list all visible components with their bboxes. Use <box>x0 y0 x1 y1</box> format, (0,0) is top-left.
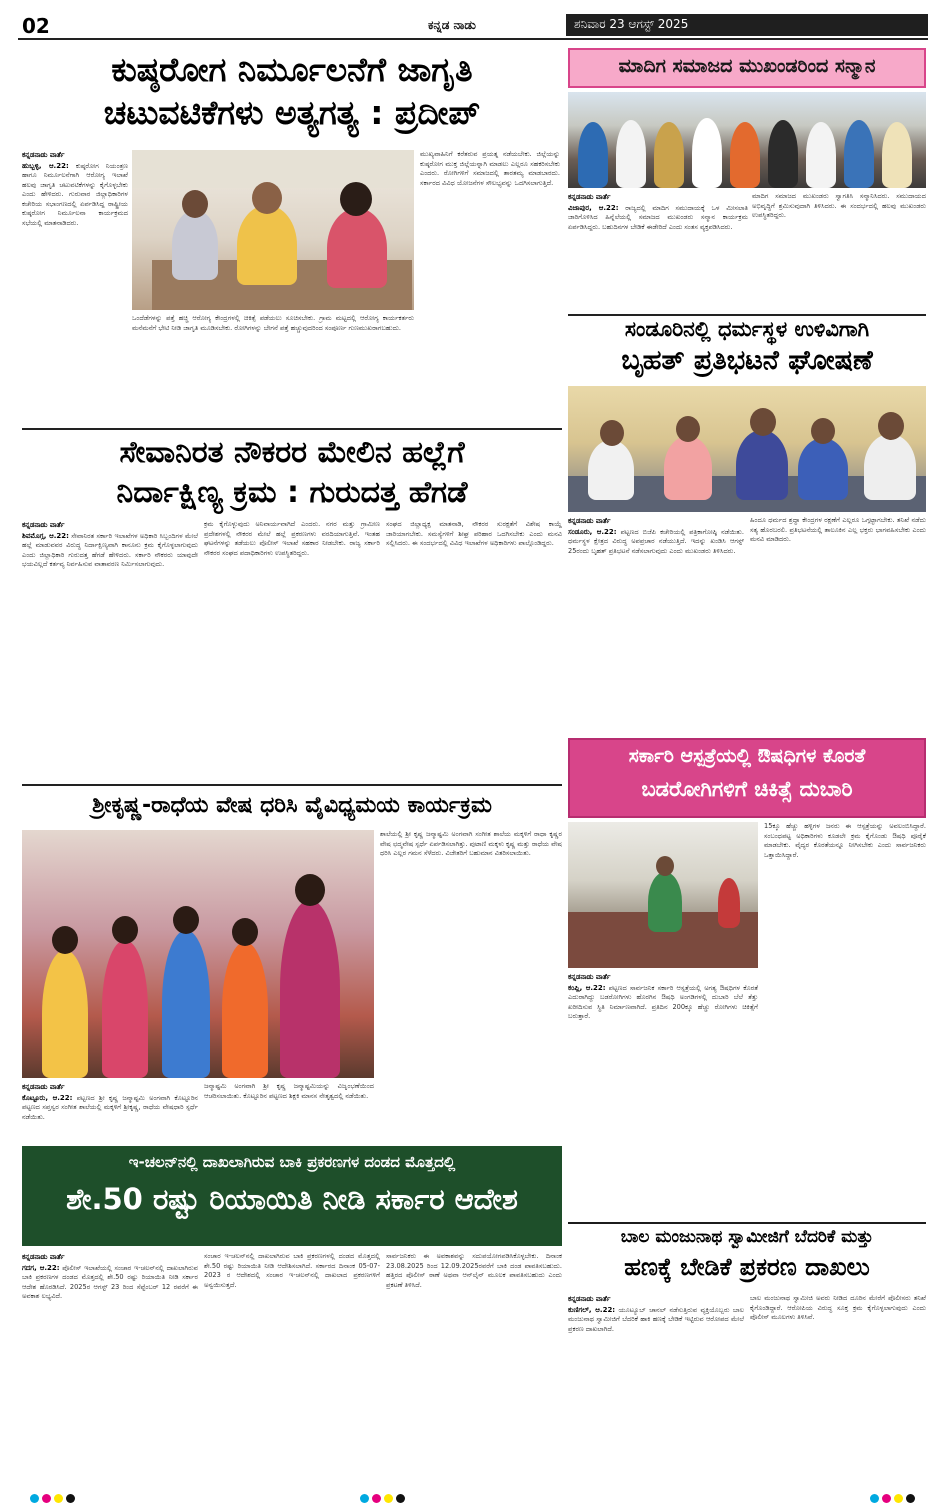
leprosy-place: ಹುಬ್ಬಳ್ಳಿ, ಆ.22: <box>22 161 69 170</box>
pharmacy-headline-1: ಸರ್ಕಾರಿ ಆಸ್ಪತ್ರೆಯಲ್ಲಿ ಔಷಧಿಗಳ ಕೊರತೆ <box>628 745 866 767</box>
madiga-group-photo <box>568 92 926 188</box>
leprosy-headline-1: ಕುಷ್ಠರೋಗ ನಿರ್ಮೂಲನೆಗೆ ಜಾಗೃತಿ <box>111 50 473 89</box>
dharmasthala-text-2: ಹಿಂದೂ ಧರ್ಮದ ಶ್ರದ್ಧಾ ಕೇಂದ್ರಗಳ ರಕ್ಷಣೆಗೆ ಎಲ್ಲರೂ ಒಗ್ಗಟ್ಟಾಗಬೇಕು. ತನಿಖೆ ನಡೆದು ಸತ್ಯ ಹೊರಬರಲಿ. ಪ್ರತಿಭಟನೆಯಲ್ಲಿ ತಾಲೂಕಿನ ಎಲ್ಲ ಭಕ್ತರು ಭಾಗವಹಿಸಬೇಕು ಎಂದು ಮನವಿ ಮಾಡಿದರು. <box>750 516 926 544</box>
dharmasthala-place: ಸಂಡೂರು, ಆ.22: <box>568 527 617 536</box>
employees-headline-1: ಸೇವಾನಿರತ ನೌಕರರ ಮೇಲಿನ ಹಲ್ಲೆಗೆ <box>119 435 465 470</box>
echallan-place: ಗದಗ, ಆ.22: <box>22 1263 60 1272</box>
divider <box>568 314 926 316</box>
pharmacy-text-1: ಪಟ್ಟಣದ ಸಾರ್ವಜನಿಕ ಸರ್ಕಾರಿ ಆಸ್ಪತ್ರೆಯಲ್ಲಿ ಅಗತ್ಯ ಔಷಧಿಗಳ ಕೊರತೆ ಎದುರಾಗಿದ್ದು ಬಡರೋಗಿಗಳು ಹೊರಗಿನ ಔಷಧಿ ಅಂಗಡಿಗಳಲ್ಲಿ ದುಬಾರಿ ಬೆಲೆ ತೆತ್ತು ಖರೀದಿಸುವ ಸ್ಥಿತಿ ನಿರ್ಮಾಣವಾಗಿದೆ. ಪ್ರತಿದಿನ 200ಕ್ಕೂ ಹೆಚ್ಚು ರೋಗಿಗಳು ಚಿಕಿತ್ಸೆಗೆ ಬರುತ್ತಾರೆ. <box>568 983 758 1021</box>
echallan-text-3: ಸಾರ್ವಜನಿಕರು ಈ ಅವಕಾಶವನ್ನು ಸದುಪಯೋಗಪಡಿಸಿಕೊಳ್ಳಬೇಕು. ದಿನಾಂಕ 23.08.2025 ರಿಂದ 12.09.2025ರವರೆಗೆ ಬಾಕಿ ದಂಡ ಪಾವತಿಸಬಹುದು. ಹತ್ತಿರದ ಪೊಲೀಸ್ ಠಾಣೆ ಅಥವಾ ಆನ್‌ಲೈನ್ ಮೂಲಕ ಪಾವತಿಸಬಹುದು ಎಂದು ಪ್ರಕಟಣೆ ತಿಳಿಸಿದೆ. <box>386 1252 562 1289</box>
leprosy-col-right <box>420 150 560 422</box>
echallan-dateline: ಕನ್ನಡನಾಡು ವಾರ್ತೆ <box>22 1253 65 1261</box>
pharmacy-headline-2: ಬಡರೋಗಿಗಳಿಗೆ ಚಿಕಿತ್ಸೆ ದುಬಾರಿ <box>641 777 853 801</box>
madiga-banner: ಮಾದಿಗ ಸಮಾಜದ ಮುಖಂಡರಿಂದ ಸನ್ಮಾನ <box>618 55 876 77</box>
krishna-dateline: ಕನ್ನಡನಾಡು ವಾರ್ತೆ <box>22 1083 65 1091</box>
divider <box>22 784 562 786</box>
dharmasthala-headline-2: ಬೃಹತ್ ಪ್ರತಿಭಟನೆ ಘೋಷಣೆ <box>621 345 873 376</box>
dharmasthala-col-1 <box>568 516 744 732</box>
leprosy-col-left <box>22 150 128 422</box>
employees-col-2 <box>204 520 380 780</box>
madiga-text-1: ರಾಜ್ಯದಲ್ಲಿ ಮಾದಿಗ ಸಮುದಾಯಕ್ಕೆ ಒಳ ಮೀಸಲಾತಿ ಜಾರಿಗೊಳಿಸಿದ ಹಿನ್ನೆಲೆಯಲ್ಲಿ ಸಮಾಜದ ಮುಖಂಡರು ಸನ್ಮಾನ ಕಾರ್ಯಕ್ರಮ ಏರ್ಪಡಿಸಿದ್ದರು. ಬಹುದಿನಗಳ ಬೇಡಿಕೆ ಈಡೇರಿದೆ ಎಂದು ಸಂತಸ ವ್ಯಕ್ತಪಡಿಸಿದರು. <box>568 203 748 231</box>
echallan-text-1: ಪೊಲೀಸ್ ಇಲಾಖೆಯಲ್ಲಿ ಸಂಚಾರ ಇ-ಚಲನ್‌ನಲ್ಲಿ ದಾಖಲಾಗಿರುವ ಬಾಕಿ ಪ್ರಕರಣಗಳ ದಂಡದ ಮೊತ್ತದಲ್ಲಿ ಶೇ.50 ರಷ್ಟು ರಿಯಾಯಿತಿ ನೀಡಿ ಸರ್ಕಾರ ಆದೇಶ ಹೊರಡಿಸಿದೆ. 2025ರ ಆಗಸ್ಟ್ 23 ರಿಂದ ಸೆಪ್ಟೆಂಬರ್ 12 ರವರೆಗೆ ಈ ಅವಕಾಶ ಲಭ್ಯವಿದೆ. <box>22 1263 198 1301</box>
krishna-place: ಕೊಟ್ಟೂರು, ಆ.22: <box>22 1093 73 1102</box>
krishna-text-2: ಜನ್ಮಾಷ್ಟಮಿ ಅಂಗವಾಗಿ ಶ್ರೀ ಕೃಷ್ಣ ಜನ್ಮಾಷ್ಟಮಿಯನ್ನು ವಿಜೃಂಭಣೆಯಿಂದ ಆಚರಿಸಲಾಯಿತು. ಕೊಟ್ಟೂರಿನ ಪಟ್ಟಣದ ಶಿಕ್ಷಕಿ ಮಾನಸ ನೇತೃತ್ವದಲ್ಲಿ ನಡೆಯಿತು. <box>204 1082 374 1100</box>
madiga-col-1 <box>568 192 748 310</box>
krishna-col-bottom-2 <box>204 1082 374 1140</box>
leprosy-text-2: ಒಂದೆಡೆಗಳನ್ನು ಪತ್ತೆ ಹಚ್ಚಿ ಆರೋಗ್ಯ ಕೇಂದ್ರಗಳಲ್ಲಿ ಚಿಕಿತ್ಸೆ ಪಡೆಯಲು ಸೂಚಿಸಬೇಕು. ಗ್ರಾಮ ಮಟ್ಟದಲ್ಲಿ ಆರೋಗ್ಯ ಕಾರ್ಯಕರ್ತರು ಮನೆಮನೆಗೆ ಭೇಟಿ ನೀಡಿ ಜಾಗೃತಿ ಮೂಡಿಸಬೇಕು. ರೋಗಿಗಳನ್ನು ಬೇಗನೆ ಪತ್ತೆ ಹಚ್ಚುವುದರಿಂದ ಸಂಪೂರ್ಣ ಗುಣಮುಖರಾಗಬಹುದು. <box>132 314 414 332</box>
echallan-text-2: ಸಂಚಾರ ಇ-ಚಲನ್‌ನಲ್ಲಿ ದಾಖಲಾಗಿರುವ ಬಾಕಿ ಪ್ರಕರಣಗಳಲ್ಲಿ ದಂಡದ ಮೊತ್ತದಲ್ಲಿ ಶೇ.50 ರಷ್ಟು ರಿಯಾಯಿತಿ ನೀಡಿ ಆದೇಶಿಸಲಾಗಿದೆ. ಸರ್ಕಾರದ ದಿನಾಂಕ 05-07-2023 ರ ಆದೇಶದಲ್ಲಿ ಸಂಚಾರ ಇ-ಚಲನ್‌ನಲ್ಲಿ ದಾಖಲಾದ ಪ್ರಕರಣಗಳಿಗೆ ಅನ್ವಯಿಸುತ್ತದೆ. <box>204 1252 380 1289</box>
employees-col-3 <box>386 520 562 780</box>
leprosy-text-1: ಕುಷ್ಠರೋಗ ನಿಯಂತ್ರಣ ಹಾಗೂ ನಿರ್ಮೂಲನೆಗಾಗಿ ಆರೋಗ್ಯ ಇಲಾಖೆ ಹಲವು ಜಾಗೃತಿ ಚಟುವಟಿಕೆಗಳನ್ನು ಕೈಗೊಳ್ಳಬೇಕು ಎಂದು ಹೇಳಿದರು. ಗುರುವಾರ ಜಿಲ್ಲಾಧಿಕಾರಿಗಳ ಕಚೇರಿಯ ಸಭಾಂಗಣದಲ್ಲಿ ಏರ್ಪಡಿಸಿದ್ದ ರಾಷ್ಟ್ರೀಯ ಕುಷ್ಠರೋಗ ನಿರ್ಮೂಲನಾ ಕಾರ್ಯಕ್ರಮದ ಸಭೆಯಲ್ಲಿ ಮಾತನಾಡಿದರು. <box>22 161 128 227</box>
manjunath-col-1 <box>568 1294 744 1478</box>
manjunath-headline-2: ಹಣಕ್ಕೆ ಬೇಡಿಕೆ ಪ್ರಕರಣ ದಾಖಲು <box>624 1253 870 1281</box>
echallan-col-1 <box>22 1252 198 1478</box>
employees-place: ಶಿವಮೊಗ್ಗ, ಆ.22: <box>22 531 69 540</box>
dharmasthala-col-2 <box>750 516 926 732</box>
pharmacy-hospital-photo <box>568 822 758 968</box>
manjunath-dateline: ಕನ್ನಡನಾಡು ವಾರ್ತೆ <box>568 1295 611 1303</box>
madiga-text-2: ಮಾದಿಗ ಸಮಾಜದ ಮುಖಂಡರು ಸ್ವಾಗತಿಸಿ ಸನ್ಮಾನಿಸಿದರು. ಸಮುದಾಯದ ಅಭಿವೃದ್ಧಿಗೆ ಶ್ರಮಿಸುವುದಾಗಿ ತಿಳಿಸಿದರು. ಈ ಸಂದರ್ಭದಲ್ಲಿ ಹಲವು ಮುಖಂಡರು ಉಪಸ್ಥಿತರಿದ್ದರು. <box>752 192 926 220</box>
leprosy-col-bottom <box>132 314 414 422</box>
leprosy-meeting-photo <box>132 150 414 310</box>
employees-dateline: ಕನ್ನಡನಾಡು ವಾರ್ತೆ <box>22 521 65 529</box>
employees-headline-2: ನಿರ್ದಾಕ್ಷಿಣ್ಯ ಕ್ರಮ : ಗುರುದತ್ತ ಹೆಗಡೆ <box>116 475 468 510</box>
employees-text-3: ಸಂಘದ ಜಿಲ್ಲಾಧ್ಯಕ್ಷ ಮಾತನಾಡಿ, ನೌಕರರ ಸುರಕ್ಷತೆಗೆ ವಿಶೇಷ ಕಾಯ್ದೆ ಜಾರಿಯಾಗಬೇಕು. ಸಮಸ್ಯೆಗಳಿಗೆ ಶೀಘ್ರ ಪರಿಹಾರ ಒದಗಿಸಬೇಕು ಎಂದು ಮನವಿ ಸಲ್ಲಿಸಿದರು. ಈ ಸಂದರ್ಭದಲ್ಲಿ ವಿವಿಧ ಇಲಾಖೆಗಳ ಅಧಿಕಾರಿಗಳು ಪಾಲ್ಗೊಂಡಿದ್ದರು. <box>386 520 562 548</box>
page-header <box>18 14 928 40</box>
manjunath-text-1: ಯೂಟ್ಯೂಬ್ ಚಾನಲ್ ನಡೆಸುತ್ತಿರುವ ವ್ಯಕ್ತಿಯೊಬ್ಬರು ಬಾಲ ಮಂಜುನಾಥ ಸ್ವಾಮೀಜಿಗೆ ಬೆದರಿಕೆ ಹಾಕಿ ಹಣಕ್ಕೆ ಬೇಡಿಕೆ ಇಟ್ಟಿರುವ ಆರೋಪದ ಮೇಲೆ ಪ್ರಕರಣ ದಾಖಲಾಗಿದೆ. <box>568 1305 744 1333</box>
registration-marks-center <box>360 1488 412 1498</box>
page-number: 02 <box>22 14 50 38</box>
pharmacy-dateline: ಕನ್ನಡನಾಡು ವಾರ್ತೆ <box>568 973 611 981</box>
krishna-headline: ಶ್ರೀಕೃಷ್ಣ-ರಾಧೆಯ ವೇಷ ಧರಿಸಿ ವೈವಿಧ್ಯಮಯ ಕಾರ್ಯಕ್ರಮ <box>92 793 492 818</box>
echallan-col-2 <box>204 1252 380 1478</box>
pharmacy-col-2 <box>764 822 926 1216</box>
registration-marks-right <box>870 1488 922 1498</box>
registration-marks-left <box>30 1488 82 1498</box>
pharmacy-col-1 <box>568 972 758 1216</box>
manjunath-headline-1: ಬಾಲ ಮಂಜುನಾಥ ಸ್ವಾಮೀಜಿಗೆ ಬೆದರಿಕೆ ಮತ್ತು <box>620 1227 874 1247</box>
krishna-col-right <box>380 830 562 1078</box>
divider <box>568 1222 926 1224</box>
dharmasthala-headline-1: ಸಂಡೂರಿನಲ್ಲಿ ಧರ್ಮಸ್ಥಳ ಉಳಿವಿಗಾಗಿ <box>624 317 870 341</box>
krishna-text-right: ಶಾಲೆಯಲ್ಲಿ ಶ್ರೀ ಕೃಷ್ಣ ಜನ್ಮಾಷ್ಟಮಿ ಅಂಗವಾಗಿ ಸಂಗೀತ ಶಾಲೆಯ ಮಕ್ಕಳಿಗೆ ರಾಧಾ ಕೃಷ್ಣರ ವೇಷ ಛದ್ಮವೇಷ ಸ್ಪರ್ಧೆ ಏರ್ಪಡಿಸಲಾಗಿತ್ತು. ಪುಟಾಣಿ ಮಕ್ಕಳು ಕೃಷ್ಣ ಮತ್ತು ರಾಧೆಯ ವೇಷ ಧರಿಸಿ ಎಲ್ಲರ ಗಮನ ಸೆಳೆದರು. ವಿಜೇತರಿಗೆ ಬಹುಮಾನ ವಿತರಿಸಲಾಯಿತು. <box>380 830 562 858</box>
pharmacy-place: ಕಂಪ್ಲಿ, ಆ.22: <box>568 983 606 992</box>
madiga-place: ವಿಜಾಪುರ, ಆ.22: <box>568 203 619 212</box>
echallan-headline-1: ಇ-ಚಲನ್‌ನಲ್ಲಿ ದಾಖಲಾಗಿರುವ ಬಾಕಿ ಪ್ರಕರಣಗಳ ದಂಡದ ಮೊತ್ತದಲ್ಲಿ <box>128 1153 456 1171</box>
pharmacy-text-2: 15ಕ್ಕೂ ಹೆಚ್ಚು ಹಳ್ಳಿಗಳ ಜನರು ಈ ಆಸ್ಪತ್ರೆಯನ್ನು ಅವಲಂಬಿಸಿದ್ದಾರೆ. ಸಂಬಂಧಪಟ್ಟ ಅಧಿಕಾರಿಗಳು ಕೂಡಲೇ ಕ್ರಮ ಕೈಗೊಂಡು ಔಷಧಿ ಪೂರೈಕೆ ಮಾಡಬೇಕು. ವೈದ್ಯರ ಕೊರತೆಯನ್ನೂ ನೀಗಿಸಬೇಕು ಎಂದು ಸಾರ್ವಜನಿಕರು ಒತ್ತಾಯಿಸಿದ್ದಾರೆ. <box>764 822 926 859</box>
masthead: ಕನ್ನಡ ನಾಡು <box>428 18 476 32</box>
manjunath-text-2: ಬಾಲ ಮಂಜುನಾಥ ಸ್ವಾಮೀಜಿ ಅವರು ನೀಡಿದ ದೂರಿನ ಮೇರೆಗೆ ಪೊಲೀಸರು ತನಿಖೆ ಕೈಗೊಂಡಿದ್ದಾರೆ. ಆರೋಪಿಯ ವಿರುದ್ಧ ಸೂಕ್ತ ಕ್ರಮ ಕೈಗೊಳ್ಳಲಾಗುವುದು ಎಂದು ಪೊಲೀಸ್ ಮೂಲಗಳು ತಿಳಿಸಿವೆ. <box>750 1294 926 1322</box>
employees-col-1 <box>22 520 198 780</box>
employees-text-1: ಸೇವಾನಿರತ ಸರ್ಕಾರಿ ಇಲಾಖೆಗಳ ಅಧಿಕಾರಿ ಸಿಬ್ಬಂದಿಗಳ ಮೇಲೆ ಹಲ್ಲೆ ಮಾಡುವವರ ವಿರುದ್ಧ ನಿರ್ದಾಕ್ಷಿಣ್ಯವಾಗಿ ಕಾನೂನು ಕ್ರಮ ಕೈಗೊಳ್ಳಲಾಗುವುದು ಎಂದು ಜಿಲ್ಲಾಧಿಕಾರಿ ಗುರುದತ್ತ ಹೆಗಡೆ ಹೇಳಿದರು. ಸರ್ಕಾರಿ ನೌಕರರು ಯಾವುದೇ ಭಯವಿಲ್ಲದೆ ಕರ್ತವ್ಯ ನಿರ್ವಹಿಸುವ ವಾತಾವರಣ ನಿರ್ಮಿಸಲಾಗುವುದು. <box>22 531 198 569</box>
dharmasthala-press-photo <box>568 386 926 512</box>
date-bar: ಶನಿವಾರ 23 ಆಗಸ್ಟ್ 2025 <box>566 14 928 36</box>
manjunath-place: ಕುಣಿಗಲ್, ಆ.22: <box>568 1305 616 1314</box>
echallan-col-3 <box>386 1252 562 1478</box>
manjunath-col-2 <box>750 1294 926 1478</box>
krishna-col-bottom-1 <box>22 1082 198 1140</box>
krishna-kids-photo <box>22 830 374 1078</box>
leprosy-dateline: ಕನ್ನಡನಾಡು ವಾರ್ತೆ <box>22 151 65 159</box>
dharmasthala-text-1: ಪಟ್ಟಣದ ಬಿಜೆಪಿ ಕಚೇರಿಯಲ್ಲಿ ಪತ್ರಿಕಾಗೋಷ್ಠಿ ನಡೆಯಿತು. ಧರ್ಮಸ್ಥಳ ಕ್ಷೇತ್ರದ ವಿರುದ್ಧ ಅಪಪ್ರಚಾರ ನಡೆಯುತ್ತಿದೆ. ಇದನ್ನು ಖಂಡಿಸಿ ಆಗಸ್ಟ್ 25ರಂದು ಬೃಹತ್ ಪ್ರತಿಭಟನೆ ನಡೆಸಲಾಗುವುದು ಎಂದು ಮುಖಂಡರು ತಿಳಿಸಿದರು. <box>568 527 744 555</box>
dharmasthala-dateline: ಕನ್ನಡನಾಡು ವಾರ್ತೆ <box>568 517 611 525</box>
madiga-dateline: ಕನ್ನಡನಾಡು ವಾರ್ತೆ <box>568 193 611 201</box>
employees-text-2: ಕ್ರಮ ಕೈಗೊಳ್ಳುವುದು ಅನಿವಾರ್ಯವಾಗಿದೆ ಎಂದರು. ನಗರ ಮತ್ತು ಗ್ರಾಮೀಣ ಪ್ರದೇಶಗಳಲ್ಲಿ ನೌಕರರ ಮೇಲೆ ಹಲ್ಲೆ ಪ್ರಕರಣಗಳು ವರದಿಯಾಗುತ್ತಿವೆ. ಇಂತಹ ಘಟನೆಗಳನ್ನು ತಡೆಯಲು ಪೊಲೀಸ್ ಇಲಾಖೆ ಸಹಕಾರ ನೀಡಬೇಕು. ರಾಜ್ಯ ಸರ್ಕಾರಿ ನೌಕರರ ಸಂಘದ ಪದಾಧಿಕಾರಿಗಳು ಉಪಸ್ಥಿತರಿದ್ದರು. <box>204 520 380 557</box>
echallan-headline-2: ಶೇ.50 ರಷ್ಟು ರಿಯಾಯಿತಿ ನೀಡಿ ಸರ್ಕಾರ ಆದೇಶ <box>66 1182 518 1216</box>
divider <box>22 428 562 430</box>
leprosy-text-3: ಮುಖ್ಯವಾಹಿನಿಗೆ ಕರೆತರುವ ಪ್ರಯತ್ನ ನಡೆಯಬೇಕು. ಜಿಲ್ಲೆಯನ್ನು ಕುಷ್ಠರೋಗ ಮುಕ್ತ ಜಿಲ್ಲೆಯನ್ನಾಗಿ ಮಾಡಲು ಎಲ್ಲರೂ ಸಹಕರಿಸಬೇಕು ಎಂದರು. ರೋಗಿಗಳಿಗೆ ಸಮಾಜದಲ್ಲಿ ತಾರತಮ್ಯ ಮಾಡಬಾರದು. ಸರ್ಕಾರದ ವಿವಿಧ ಯೋಜನೆಗಳ ಸೌಲಭ್ಯವನ್ನು ಒದಗಿಸಲಾಗುತ್ತಿದೆ. <box>420 150 560 187</box>
leprosy-headline-2: ಚಟುವಟಿಕೆಗಳು ಅತ್ಯಗತ್ಯ : ಪ್ರದೀಪ್ <box>103 93 481 132</box>
madiga-col-2 <box>752 192 926 310</box>
krishna-text-1: ಪಟ್ಟಣದ ಶ್ರೀ ಕೃಷ್ಣ ಜನ್ಮಾಷ್ಟಮಿ ಅಂಗವಾಗಿ ಕೊಟ್ಟೂರಿನ ಪಟ್ಟಣದ ಸಪ್ತಸ್ವರ ಸಂಗೀತ ಶಾಲೆಯಲ್ಲಿ ಮಕ್ಕಳಿಗೆ ಶ್ರೀಕೃಷ್ಣ, ರಾಧೆಯ ವೇಷಧಾರಿ ಸ್ಪರ್ಧೆ ನಡೆಯಿತು. <box>22 1093 198 1121</box>
